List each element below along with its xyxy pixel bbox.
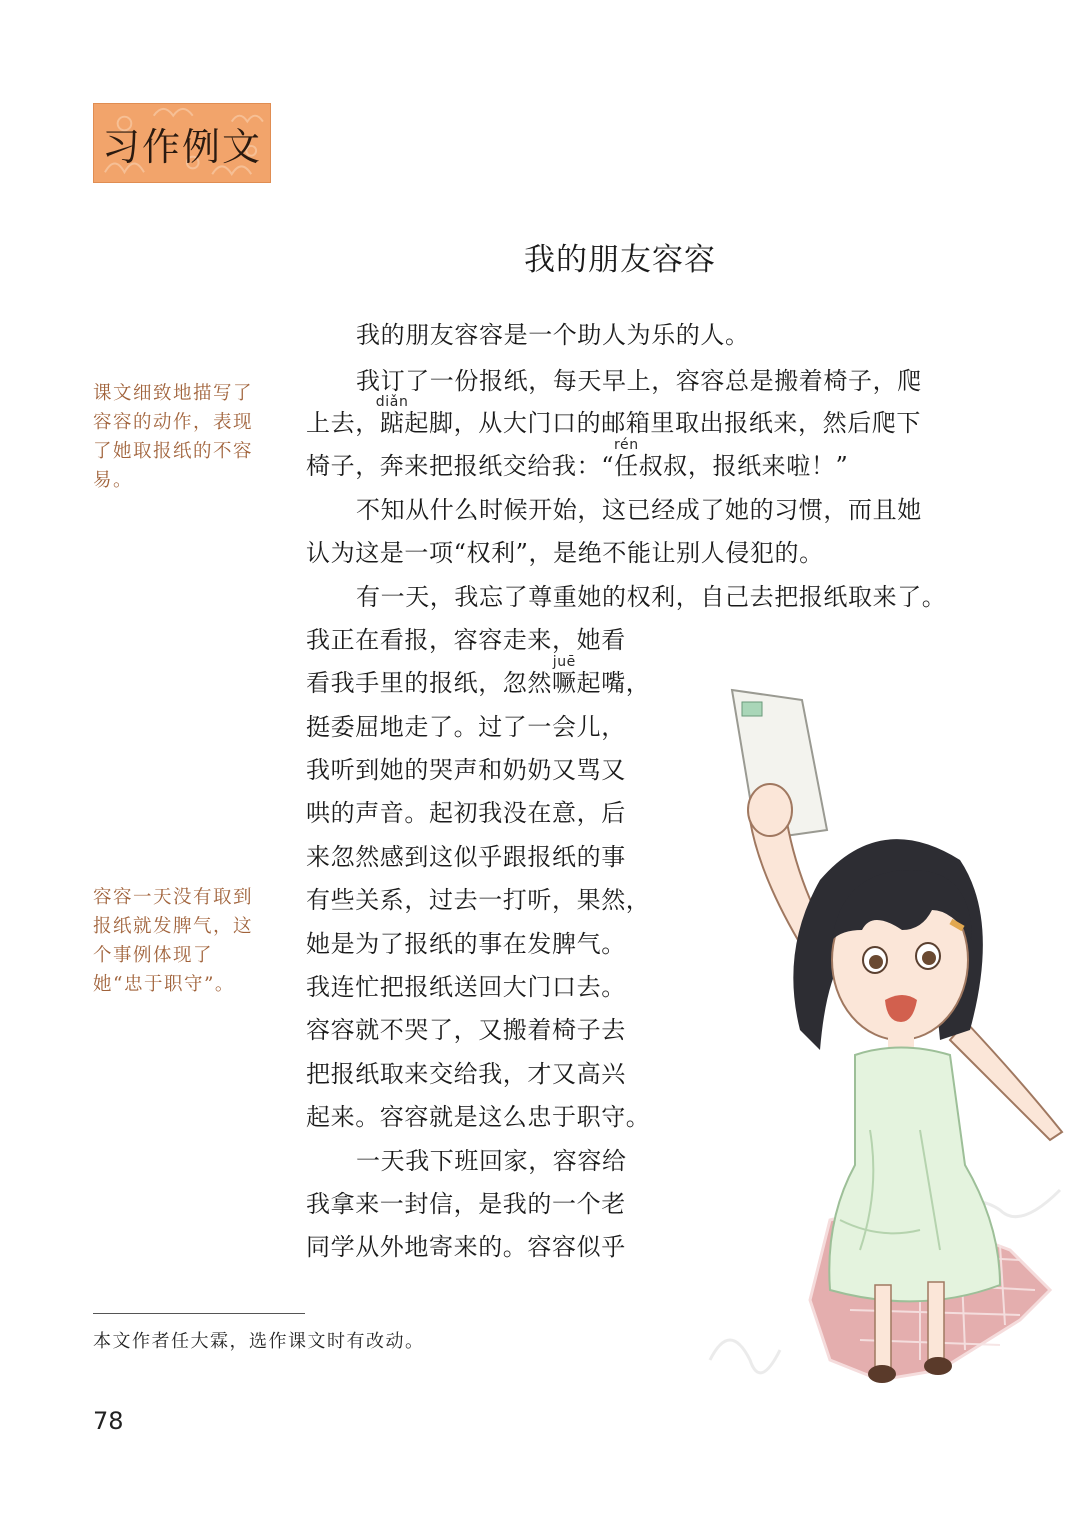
body-line-16: 我连忙把报纸送回大门口去。: [306, 973, 626, 1001]
body-line-7: 有一天，我忘了尊重她的权利，自己去把报纸取来了。: [356, 583, 947, 611]
body-line-13: 来忽然感到这似乎跟报纸的事: [306, 843, 626, 871]
article-title: 我的朋友容容: [524, 242, 716, 278]
body-line-4-start: 椅子，奔来把报纸交给我：“: [306, 452, 615, 480]
body-line-10: 挺委屈地走了。过了一会儿，: [306, 713, 626, 741]
body-line-21: 我拿来一封信，是我的一个老: [306, 1190, 626, 1218]
ruby-char-ren: 任: [614, 452, 639, 480]
pinyin-dian: diǎn: [375, 394, 409, 410]
body-line-19: 起来。容容就是这么忠于职守。: [306, 1103, 651, 1131]
body-line-17: 容容就不哭了，又搬着椅子去: [306, 1016, 626, 1044]
body-line-9-start: 看我手里的报纸，忽然: [306, 669, 552, 697]
body-line-3-end: 起脚，从大门口的邮箱里取出报纸来，然后爬下: [404, 409, 922, 437]
body-line-4: [306, 437, 849, 481]
body-line-3-start: 上去，: [306, 409, 380, 437]
pinyin-jue: juē: [552, 654, 576, 670]
page-number: 78: [93, 1407, 124, 1435]
body-line-11: 我听到她的哭声和奶奶又骂又: [306, 756, 626, 784]
body-line-6: 认为这是一项“权利”，是绝不能让别人侵犯的。: [306, 539, 824, 567]
footnote-divider: [93, 1313, 305, 1314]
body-line-18: 把报纸取来交给我，才又高兴: [306, 1060, 626, 1088]
body-line-22: 同学从外地寄来的。容容似乎: [306, 1233, 626, 1261]
body-line-2: 我订了一份报纸，每天早上，容容总是搬着椅子，爬: [356, 367, 922, 395]
side-note-2: 容容一天没有取到报纸就发脾气，这个事例体现了她“忠于职守”。: [93, 887, 254, 995]
side-note-1: 课文细致地描写了容容的动作，表现了她取报纸的不容易。: [93, 383, 254, 491]
ruby-dian: [375, 394, 409, 438]
body-line-4-end: 叔叔，报纸来啦！”: [638, 452, 849, 480]
body-line-12: 哄的声音。起初我没在意，后: [306, 799, 626, 827]
ruby-jue: [552, 654, 577, 698]
body-line-9: [306, 654, 651, 698]
body-line-5: 不知从什么时候开始，这已经成了她的习惯，而且她: [356, 496, 922, 524]
ruby-char-jue: 噘: [552, 669, 577, 697]
ruby-ren: [614, 437, 639, 481]
body-line-1: 我的朋友容容是一个助人为乐的人。: [356, 321, 750, 349]
body-line-20: 一天我下班回家，容容给: [356, 1147, 627, 1175]
pinyin-ren: rén: [614, 437, 639, 453]
body-line-14: 有些关系，过去一打听，果然，: [306, 886, 651, 914]
girl-with-newspaper-illustration: [650, 660, 1080, 1420]
body-line-15: 她是为了报纸的事在发脾气。: [306, 930, 626, 958]
body-line-8: 我正在看报，容容走来，她看: [306, 626, 626, 654]
section-tag-label: 习作例文: [101, 124, 262, 169]
ruby-char-dian: 踮: [379, 409, 405, 437]
section-tag: [93, 103, 271, 183]
body-line-9-end: 起嘴，: [576, 669, 651, 697]
footnote: 本文作者任大霖，选作课文时有改动。: [93, 1331, 425, 1352]
